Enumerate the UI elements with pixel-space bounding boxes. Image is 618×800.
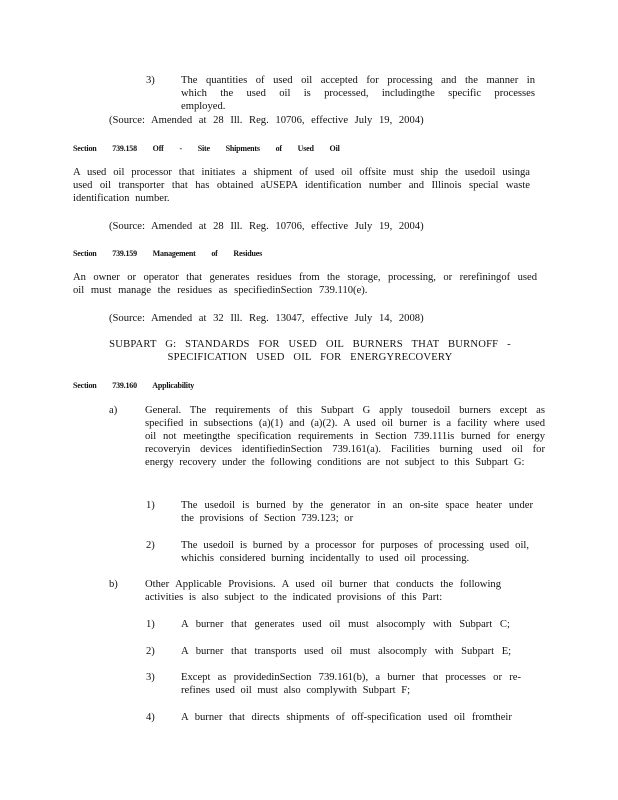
item-number-3: 3): [146, 75, 155, 86]
subsection-b3-text: Except as providedinSection 739.161(b), a burner that processes or re-refines used oil must also complywith Subpart F;: [181, 672, 521, 696]
subsection-b4-text: A burner that directs shipments of off-specification used oil fromtheir: [181, 712, 512, 723]
subpart-g-heading-line-2: SPECIFICATION USED OIL FOR ENERGYRECOVERY: [167, 352, 453, 363]
item-3-text: The quantities of used oil accepted for processing and the manner in which the used oil is processed, includingthe specific processes employed.: [181, 75, 535, 112]
subsection-b2-label: 2): [146, 646, 155, 657]
subsection-a-label: a): [109, 405, 118, 416]
section-739-158-heading: Section 739.158 Off - Site Shipments of Used Oil: [73, 144, 340, 153]
source-note-3: (Source: Amended at 32 Ill. Reg. 13047, effective July 14, 2008): [109, 313, 424, 324]
subsection-b2-text: A burner that transports used oil must alsocomply with Subpart E;: [181, 646, 512, 657]
subsection-b1-text: A burner that generates used oil must alsocomply with Subpart C;: [181, 619, 510, 630]
section-739-159-heading: Section 739.159 Management of Residues: [73, 249, 263, 258]
source-note-1: (Source: Amended at 28 Ill. Reg. 10706, effective July 19, 2004): [109, 115, 424, 126]
subsection-a1-label: 1): [146, 500, 155, 511]
subsection-a2-label: 2): [146, 540, 155, 551]
subsection-a1-text: The usedoil is burned by the generator in an on-site space heater under the provisions of Section 739.123; or: [181, 500, 533, 524]
subsection-b-label: b): [109, 579, 118, 590]
section-739-159-body: An owner or operator that generates residues from the storage, processing, or rerefiningof used oil must manage the residues as specifiedinSection 739.110(e).: [73, 272, 537, 296]
source-note-2: (Source: Amended at 28 Ill. Reg. 10706, effective July 19, 2004): [109, 221, 424, 232]
section-739-158-body: A used oil processor that initiates a shipment of used oil offsite must ship the usedoil usinga used oil transporter that has obtained aUSEPA identification number and Illinois special waste identification number.: [73, 167, 530, 204]
subsection-a-text: General. The requirements of this Subpart G apply tousedoil burners except as specified in subsections (a)(1) and (a)(2). A used oil burner is a facility where used oil not meetingthe specification requirements in Section 739.111is burned for energy recoveryin devices identifiedinSection 739.161(a). Facilities burning used oil for energy recovery under the following conditions are not subject to this Subpart G:: [145, 405, 545, 468]
subsection-b4-label: 4): [146, 712, 155, 723]
subpart-g-heading-line-1: SUBPART G: STANDARDS FOR USED OIL BURNERS THAT BURNOFF -: [109, 339, 511, 350]
subsection-b-text: Other Applicable Provisions. A used oil burner that conducts the following activities is also subject to the indicated provisions of this Part:: [145, 579, 501, 603]
subsection-a2-text: The usedoil is burned by a processor for purposes of processing used oil, whichis considered burning incidentally to used oil processing.: [181, 540, 529, 564]
section-739-160-heading: Section 739.160 Applicability: [73, 381, 195, 390]
subsection-b3-label: 3): [146, 672, 155, 683]
subsection-b1-label: 1): [146, 619, 155, 630]
